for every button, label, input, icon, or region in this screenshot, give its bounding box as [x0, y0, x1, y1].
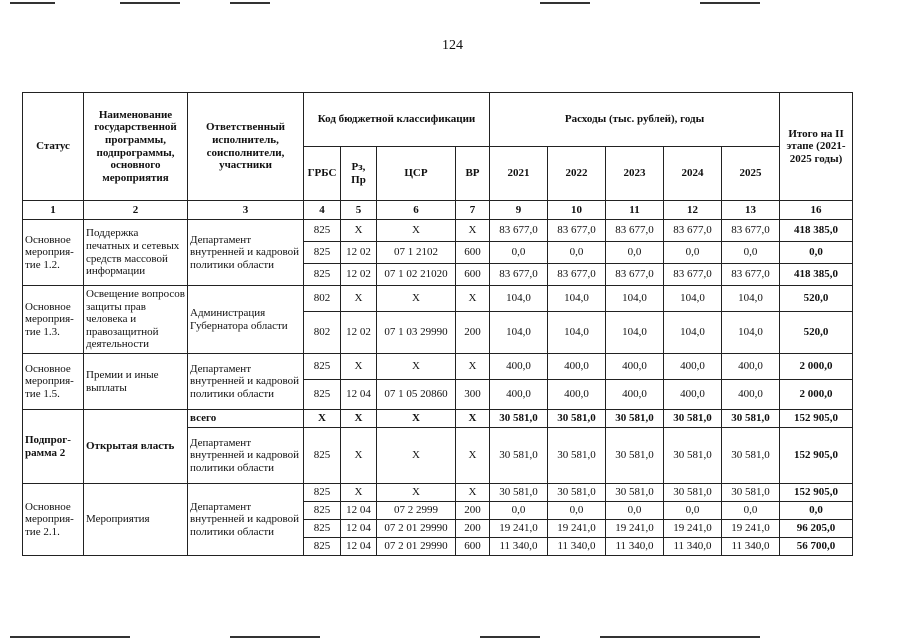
table-row [23, 410, 853, 428]
header-budget-code: Код бюджетной классификации [304, 93, 490, 147]
header-status: Статус [23, 93, 84, 201]
expense-cell: 30 581,0 [664, 428, 722, 484]
table-row [23, 484, 853, 502]
executor-cell: Администрация Губернатора области [188, 286, 304, 354]
expense-cell: 83 677,0 [606, 220, 664, 242]
total-cell: 152 905,0 [780, 410, 853, 428]
total-cell: 152 905,0 [780, 428, 853, 484]
expense-cell: 400,0 [606, 354, 664, 380]
total-cell: 418 385,0 [780, 264, 853, 286]
expense-cell: 83 677,0 [490, 264, 548, 286]
vr-cell: X [456, 354, 490, 380]
expense-cell: 30 581,0 [490, 428, 548, 484]
expense-cell: 400,0 [548, 380, 606, 410]
expense-cell: 0,0 [606, 242, 664, 264]
expense-cell: 30 581,0 [490, 410, 548, 428]
name-cell: Освещение вопросов защиты прав человека и правозащитной деятельности [84, 286, 188, 354]
expense-cell: 11 340,0 [722, 538, 780, 556]
table-row [23, 220, 853, 242]
executor-cell: всего [188, 410, 304, 428]
csr-cell: 07 1 2102 [377, 242, 456, 264]
expense-cell: 30 581,0 [548, 484, 606, 502]
expense-cell: 30 581,0 [722, 484, 780, 502]
expense-cell: 400,0 [490, 380, 548, 410]
grbs-cell: 825 [304, 520, 341, 538]
header-year: 2025 [722, 147, 780, 201]
csr-cell: X [377, 484, 456, 502]
status-cell: Основное мероприя-тие 1.2. [23, 220, 84, 286]
column-number: 5 [341, 201, 377, 220]
expense-cell: 104,0 [722, 286, 780, 312]
executor-cell: Департамент внутренней и кадровой политики области [188, 428, 304, 484]
expense-cell: 19 241,0 [490, 520, 548, 538]
expense-cell: 104,0 [606, 312, 664, 354]
expense-cell: 19 241,0 [722, 520, 780, 538]
executor-cell: Департамент внутренней и кадровой политики области [188, 484, 304, 556]
header-year: 2024 [664, 147, 722, 201]
column-number: 11 [606, 201, 664, 220]
expense-cell: 83 677,0 [722, 264, 780, 286]
expense-cell: 11 340,0 [606, 538, 664, 556]
executor-cell: Департамент внутренней и кадровой политики области [188, 354, 304, 410]
rz-pr-cell: X [341, 484, 377, 502]
csr-cell: X [377, 286, 456, 312]
status-cell: Подпрог-рамма 2 [23, 410, 84, 484]
expense-cell: 104,0 [490, 312, 548, 354]
expense-cell: 30 581,0 [606, 410, 664, 428]
header-rz-pr: Рз, Пр [341, 147, 377, 201]
header-vr: ВР [456, 147, 490, 201]
csr-cell: 07 2 01 29990 [377, 538, 456, 556]
expense-cell: 83 677,0 [490, 220, 548, 242]
expense-cell: 83 677,0 [548, 264, 606, 286]
header-executor: Ответственный исполнитель, соисполнители, участники [188, 93, 304, 201]
csr-cell: X [377, 410, 456, 428]
column-number: 9 [490, 201, 548, 220]
total-cell: 2 000,0 [780, 380, 853, 410]
rz-pr-cell: 12 04 [341, 538, 377, 556]
expense-cell: 0,0 [664, 502, 722, 520]
expense-cell: 104,0 [548, 286, 606, 312]
vr-cell: 600 [456, 538, 490, 556]
header-year: 2022 [548, 147, 606, 201]
csr-cell: 07 1 05 20860 [377, 380, 456, 410]
vr-cell: X [456, 220, 490, 242]
executor-cell: Департамент внутренней и кадровой политики области [188, 220, 304, 286]
expense-cell: 104,0 [664, 312, 722, 354]
csr-cell: 07 1 03 29990 [377, 312, 456, 354]
column-number: 10 [548, 201, 606, 220]
total-cell: 2 000,0 [780, 354, 853, 380]
expense-cell: 30 581,0 [722, 428, 780, 484]
grbs-cell: 825 [304, 220, 341, 242]
header-name: Наименование государственной программы, подпрограммы, основного мероприятия [84, 93, 188, 201]
total-cell: 520,0 [780, 286, 853, 312]
expense-cell: 400,0 [722, 354, 780, 380]
vr-cell: 200 [456, 502, 490, 520]
column-number: 7 [456, 201, 490, 220]
grbs-cell: 802 [304, 286, 341, 312]
expense-cell: 0,0 [490, 502, 548, 520]
grbs-cell: X [304, 410, 341, 428]
header-expenses: Расходы (тыс. рублей), годы [490, 93, 780, 147]
grbs-cell: 825 [304, 484, 341, 502]
column-number: 6 [377, 201, 456, 220]
rz-pr-cell: 12 04 [341, 380, 377, 410]
column-number: 3 [188, 201, 304, 220]
rz-pr-cell: X [341, 410, 377, 428]
expense-cell: 0,0 [490, 242, 548, 264]
expense-cell: 400,0 [664, 354, 722, 380]
total-cell: 520,0 [780, 312, 853, 354]
rz-pr-cell: 12 02 [341, 264, 377, 286]
header-grbs: ГРБС [304, 147, 341, 201]
csr-cell: 07 2 2999 [377, 502, 456, 520]
total-cell: 0,0 [780, 502, 853, 520]
expense-cell: 0,0 [548, 242, 606, 264]
expense-cell: 30 581,0 [606, 428, 664, 484]
expense-cell: 400,0 [606, 380, 664, 410]
budget-table [22, 92, 853, 556]
total-cell: 96 205,0 [780, 520, 853, 538]
header-total: Итого на II этапе (2021-2025 годы) [780, 93, 853, 201]
grbs-cell: 825 [304, 354, 341, 380]
expense-cell: 30 581,0 [548, 428, 606, 484]
csr-cell: X [377, 428, 456, 484]
column-number: 16 [780, 201, 853, 220]
total-cell: 0,0 [780, 242, 853, 264]
expense-cell: 0,0 [722, 242, 780, 264]
grbs-cell: 825 [304, 380, 341, 410]
column-number: 2 [84, 201, 188, 220]
rz-pr-cell: 12 04 [341, 502, 377, 520]
expense-cell: 11 340,0 [490, 538, 548, 556]
rz-pr-cell: X [341, 428, 377, 484]
expense-cell: 104,0 [664, 286, 722, 312]
expense-cell: 83 677,0 [664, 264, 722, 286]
rz-pr-cell: 12 02 [341, 312, 377, 354]
expense-cell: 83 677,0 [606, 264, 664, 286]
column-numbers-row [23, 201, 853, 220]
grbs-cell: 825 [304, 502, 341, 520]
expense-cell: 400,0 [548, 354, 606, 380]
expense-cell: 83 677,0 [548, 220, 606, 242]
expense-cell: 104,0 [606, 286, 664, 312]
rz-pr-cell: 12 02 [341, 242, 377, 264]
expense-cell: 400,0 [722, 380, 780, 410]
expense-cell: 30 581,0 [490, 484, 548, 502]
grbs-cell: 825 [304, 428, 341, 484]
grbs-cell: 825 [304, 538, 341, 556]
rz-pr-cell: 12 04 [341, 520, 377, 538]
column-number: 13 [722, 201, 780, 220]
status-cell: Основное мероприя-тие 1.5. [23, 354, 84, 410]
table-row [23, 286, 853, 312]
name-cell: Премии и иные выплаты [84, 354, 188, 410]
expense-cell: 104,0 [490, 286, 548, 312]
rz-pr-cell: X [341, 286, 377, 312]
csr-cell: 07 2 01 29990 [377, 520, 456, 538]
rz-pr-cell: X [341, 220, 377, 242]
expense-cell: 0,0 [664, 242, 722, 264]
status-cell: Основное мероприя-тие 2.1. [23, 484, 84, 556]
vr-cell: X [456, 428, 490, 484]
csr-cell: X [377, 354, 456, 380]
column-number: 4 [304, 201, 341, 220]
expense-cell: 11 340,0 [548, 538, 606, 556]
expense-cell: 0,0 [606, 502, 664, 520]
csr-cell: 07 1 02 21020 [377, 264, 456, 286]
expense-cell: 30 581,0 [548, 410, 606, 428]
vr-cell: 200 [456, 520, 490, 538]
header-year: 2023 [606, 147, 664, 201]
vr-cell: 200 [456, 312, 490, 354]
vr-cell: X [456, 286, 490, 312]
expense-cell: 400,0 [664, 380, 722, 410]
expense-cell: 11 340,0 [664, 538, 722, 556]
expense-cell: 19 241,0 [664, 520, 722, 538]
expense-cell: 30 581,0 [722, 410, 780, 428]
vr-cell: 600 [456, 264, 490, 286]
expense-cell: 0,0 [548, 502, 606, 520]
name-cell: Открытая власть [84, 410, 188, 484]
grbs-cell: 802 [304, 312, 341, 354]
grbs-cell: 825 [304, 242, 341, 264]
vr-cell: X [456, 484, 490, 502]
expense-cell: 83 677,0 [722, 220, 780, 242]
header-csr: ЦСР [377, 147, 456, 201]
expense-cell: 30 581,0 [606, 484, 664, 502]
vr-cell: X [456, 410, 490, 428]
expense-cell: 400,0 [490, 354, 548, 380]
name-cell: Поддержка печатных и сетевых средств массовой информации [84, 220, 188, 286]
vr-cell: 300 [456, 380, 490, 410]
total-cell: 418 385,0 [780, 220, 853, 242]
rz-pr-cell: X [341, 354, 377, 380]
column-number: 1 [23, 201, 84, 220]
total-cell: 56 700,0 [780, 538, 853, 556]
expense-cell: 19 241,0 [548, 520, 606, 538]
total-cell: 152 905,0 [780, 484, 853, 502]
name-cell: Мероприятия [84, 484, 188, 556]
column-number: 12 [664, 201, 722, 220]
table-row [23, 354, 853, 380]
expense-cell: 30 581,0 [664, 410, 722, 428]
grbs-cell: 825 [304, 264, 341, 286]
expense-cell: 83 677,0 [664, 220, 722, 242]
header-year: 2021 [490, 147, 548, 201]
expense-cell: 104,0 [548, 312, 606, 354]
expense-cell: 0,0 [722, 502, 780, 520]
page-number: 124 [442, 38, 463, 53]
csr-cell: X [377, 220, 456, 242]
status-cell: Основное мероприя-тие 1.3. [23, 286, 84, 354]
expense-cell: 104,0 [722, 312, 780, 354]
vr-cell: 600 [456, 242, 490, 264]
expense-cell: 19 241,0 [606, 520, 664, 538]
expense-cell: 30 581,0 [664, 484, 722, 502]
